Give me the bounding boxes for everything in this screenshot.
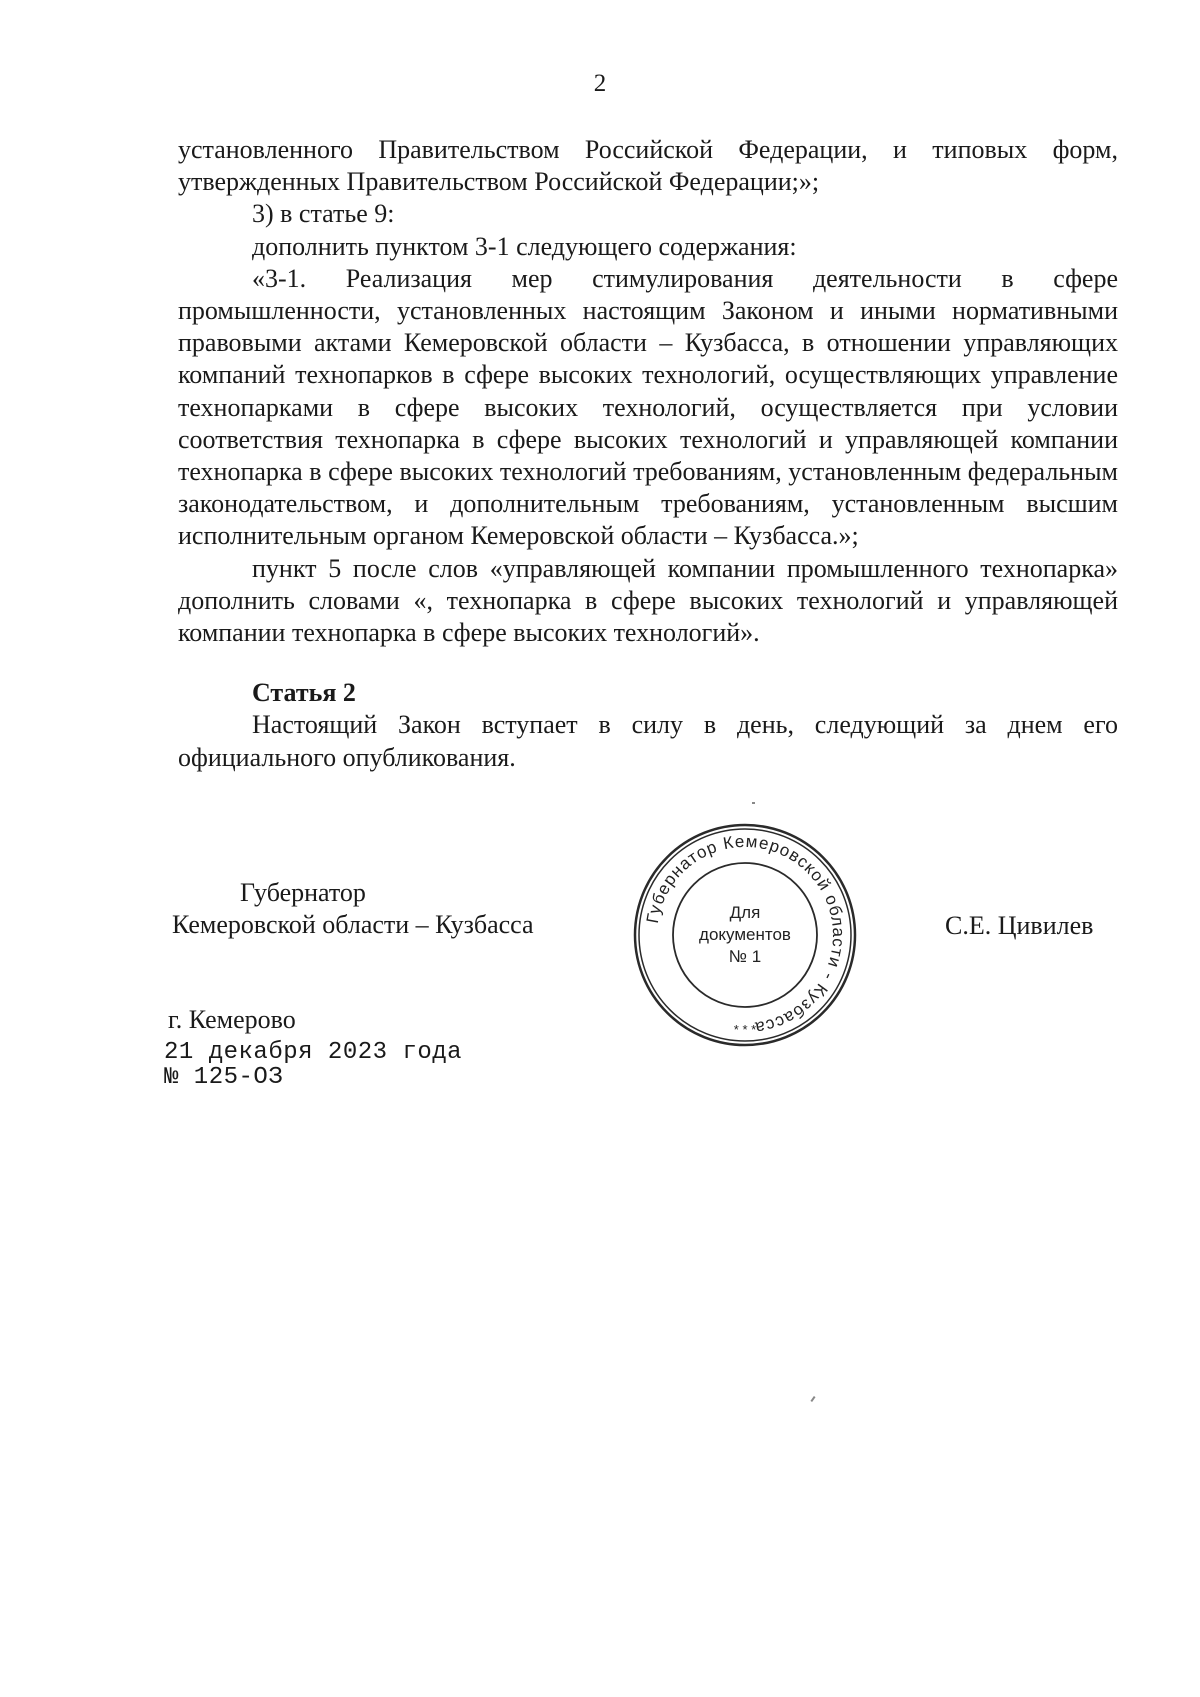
scan-speck xyxy=(810,1396,815,1402)
seal-ring-text: Губернатор Кемеровской области - Кузбасса xyxy=(642,831,849,1038)
seal-line-2: документов xyxy=(699,925,791,944)
document-body xyxy=(178,134,1118,774)
scan-speck xyxy=(752,802,755,804)
signature-region: Кемеровской области – Кузбасса xyxy=(172,910,534,939)
seal-line-3: № 1 xyxy=(728,947,762,966)
official-seal xyxy=(630,820,860,1050)
signature-title: Губернатор xyxy=(240,878,366,907)
law-number: № 125-ОЗ xyxy=(164,1064,284,1091)
signature-name: С.Е. Цивилев xyxy=(945,911,1094,940)
article-2-heading: Статья 2 xyxy=(252,678,356,708)
seal-stars: * * * xyxy=(733,1022,757,1037)
seal-line-1: Для xyxy=(729,903,761,922)
page-number: 2 xyxy=(593,70,607,97)
law-date: 21 декабря 2023 года xyxy=(164,1039,463,1066)
paragraph-continuation: установленного Правительством Российской Федерации, и типовых форм, утвержденных Правительством Российской Федерации;»; xyxy=(178,135,1118,197)
place-of-signing: г. Кемерово xyxy=(168,1005,296,1034)
article-2-text: Настоящий Закон вступает в силу в день, следующий за днем его официального опубликования. xyxy=(178,710,1118,772)
paragraph-point-3-1: «3-1. Реализация мер стимулирования деятельности в сфере промышленности, установленных настоящим Законом и иными нормативными правовыми актами Кемеровской области – Кузбасса, в отношении управляющих компаний технопарков в сфере высоких технологий, осуществляющих управление технопарками в сфере высоких технологий, осуществляется при условии соответствия технопарка в сфере высоких технологий и управляющей компании технопарка в сфере высоких технологий требованиям, установленным федеральным законодательством, и дополнительным требованиям, установленным высшим исполнительным органом Кемеровской области – Кузбасса.»; xyxy=(178,263,1118,551)
paragraph-point-5: пункт 5 после слов «управляющей компании промышленного технопарка» дополнить словами «, технопарка в сфере высоких технологий и управляющей компании технопарка в сфере высоких технологий». xyxy=(178,553,1118,648)
paragraph-item-3: 3) в статье 9: xyxy=(252,199,395,229)
paragraph-add-point: дополнить пунктом 3-1 следующего содержания: xyxy=(252,231,797,261)
